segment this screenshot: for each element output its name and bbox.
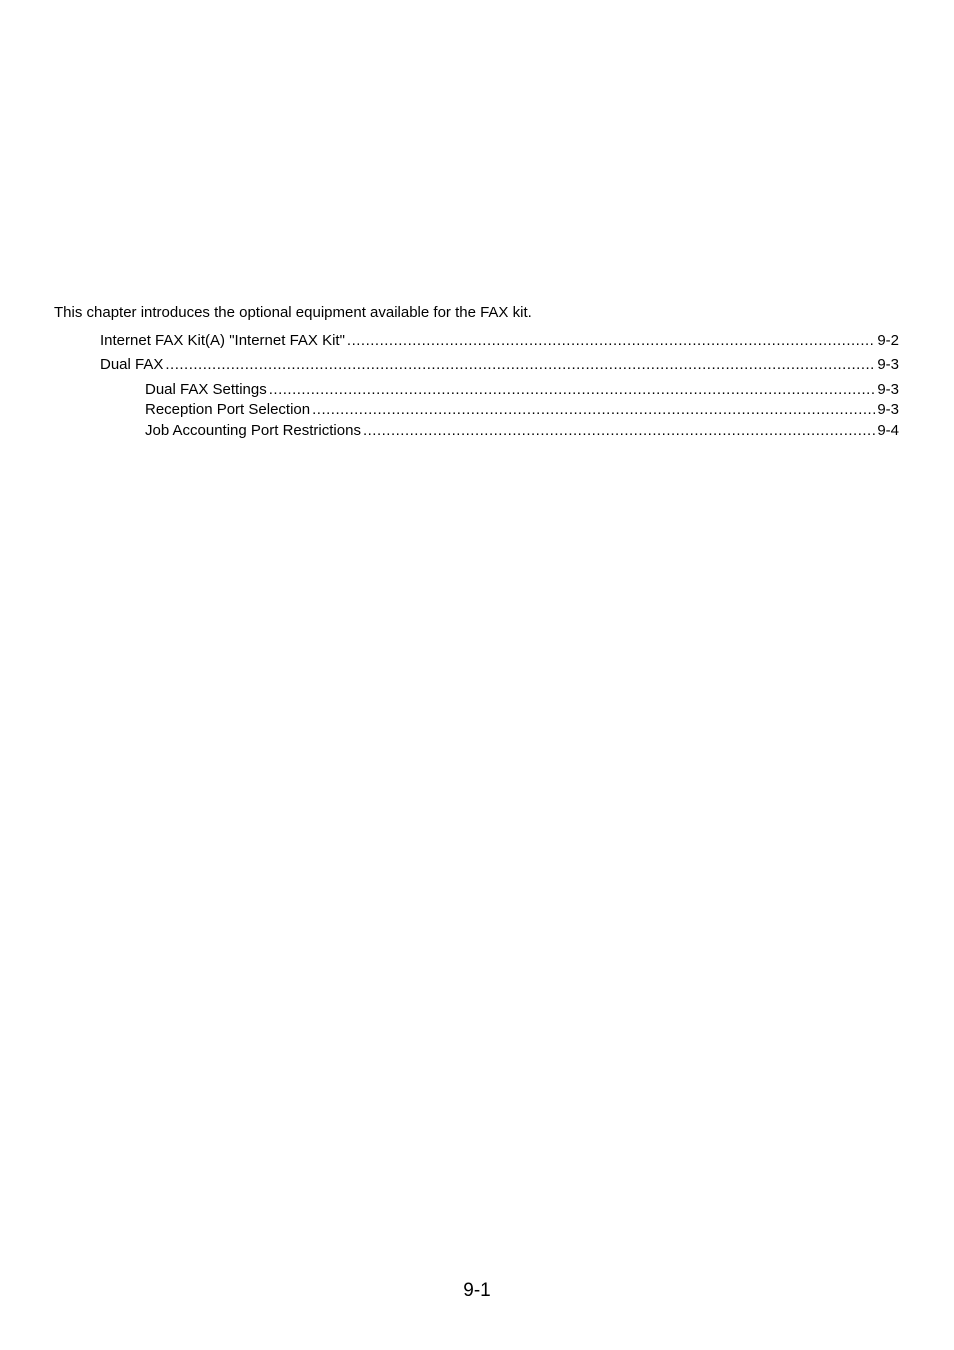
toc-entry-reception-port-selection[interactable] [145, 401, 899, 419]
toc-entry-page: 9-3 [877, 381, 899, 398]
toc-dot-leader [165, 356, 875, 374]
toc-entry-title: Internet FAX Kit(A) "Internet FAX Kit" [100, 332, 345, 349]
toc-entry-page: 9-2 [877, 332, 899, 349]
toc-entry-page: 9-4 [877, 422, 899, 439]
toc-entry-title: Job Accounting Port Restrictions [145, 422, 361, 439]
toc-entry-title: Dual FAX Settings [145, 381, 267, 398]
toc-entry-internet-fax-kit[interactable] [100, 332, 899, 350]
toc-dot-leader [312, 401, 875, 419]
toc-dot-leader [363, 422, 875, 440]
toc-entry-title: Reception Port Selection [145, 401, 311, 418]
toc-entry-dual-fax[interactable] [100, 356, 899, 374]
toc-entry-page: 9-3 [877, 356, 899, 373]
toc-dot-leader [269, 381, 876, 399]
toc-entry-dual-fax-settings[interactable] [145, 381, 899, 399]
toc-entry-title: Dual FAX [100, 356, 164, 373]
chapter-intro: This chapter introduces the optional equipment available for the FAX kit. [54, 304, 532, 321]
page-number: 9-1 [463, 1280, 491, 1301]
toc-entry-page: 9-3 [877, 401, 899, 418]
toc-entry-job-accounting-port-restrictions[interactable] [145, 422, 899, 440]
toc-dot-leader [347, 332, 875, 350]
